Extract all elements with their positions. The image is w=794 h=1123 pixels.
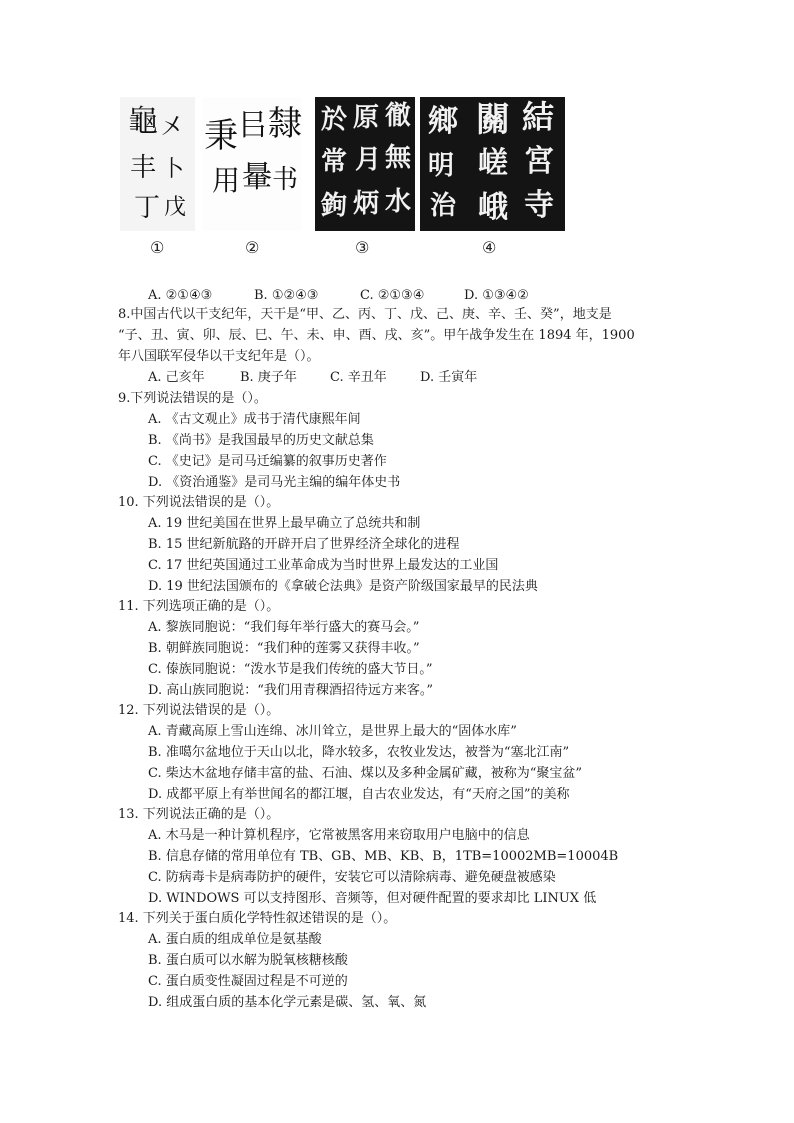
q14-option-c: C. 蛋白质变性凝固过程是不可逆的	[148, 974, 348, 989]
q12-option-c: C. 柴达木盆地存储丰富的盐、石油、煤以及多种金属矿藏，被称为“聚宝盆”	[148, 766, 583, 781]
q7-option-b: B. ①②④③	[254, 288, 319, 303]
figure-caption-4: ④	[482, 238, 497, 257]
q10-option-a: A. 19 世纪美国在世界上最早确立了总统共和制	[148, 516, 421, 531]
calligraphy-sample-3-image: 於 原 徹 常 月 無 鉤 炳 水	[315, 97, 415, 231]
q13-option-d: D. WINDOWS 可以支持图形、音频等，但对硬件配置的要求却比 LINUX 低	[148, 891, 597, 906]
q7-option-d: D. ①③④②	[464, 288, 529, 303]
figure-caption-2: ②	[245, 238, 260, 257]
q10-option-b: B. 15 世纪新航路的开辟开启了世界经济全球化的进程	[148, 537, 460, 552]
q12-option-a: A. 青藏高原上雪山连绵、冰川耸立，是世界上最大的“固体水库”	[148, 724, 517, 739]
q13-option-c: C. 防病毒卡是病毒防护的硬件，安装它可以清除病毒、避免硬盘被感染	[148, 870, 556, 885]
q10-option-d: D. 19 世纪法国颁布的《拿破仑法典》是资产阶级国家最早的民法典	[148, 579, 538, 594]
q11-stem: 11. 下列选项正确的是（）。	[118, 599, 280, 614]
q10-stem: 10. 下列说法错误的是（）。	[118, 495, 280, 510]
q13-option-b: B. 信息存储的常用单位有 TB、GB、MB、KB、B，1TB=10002MB=10004B	[148, 849, 619, 864]
q14-stem: 14. 下列关于蛋白质化学特性叙述错误的是（）。	[118, 911, 397, 926]
q9-option-c: C. 《史记》是司马迁编纂的叙事历史著作	[148, 454, 387, 469]
q12-option-b: B. 准噶尔盆地位于天山以北，降水较多，农牧业发达，被誉为“塞北江南”	[148, 745, 570, 760]
q14-option-a: A. 蛋白质的组成单位是氨基酸	[148, 932, 322, 947]
figure-caption-3: ③	[355, 238, 370, 257]
q8-options	[148, 370, 477, 386]
q12-stem: 12. 下列说法错误的是（）。	[118, 703, 280, 718]
q14-option-d: D. 组成蛋白质的基本化学元素是碳、氢、氧、氮	[148, 995, 427, 1010]
figure-caption-1: ①	[150, 238, 165, 257]
q13-stem: 13. 下列说法正确的是（）。	[118, 807, 280, 822]
q9-option-b: B. 《尚书》是我国最早的历史文献总集	[148, 433, 374, 448]
q9-option-a: A. 《古文观止》成书于清代康熙年间	[148, 412, 361, 427]
q8-stem-line-1: 8.中国古代以干支纪年，天干是“甲、乙、丙、丁、戊、己、庚、辛、壬、癸”，地支是	[118, 307, 612, 322]
q8-option-b: B. 庚子年	[240, 370, 297, 385]
q13-option-a: A. 木马是一种计算机程序，它常被黑客用来窃取用户电脑中的信息	[148, 828, 530, 843]
q7-option-a: A. ②①④③	[148, 288, 213, 303]
q9-stem: 9.下列说法错误的是（）。	[118, 391, 267, 406]
q8-option-c: C. 辛丑年	[330, 370, 387, 385]
calligraphy-sample-2-image: 秉 㠯 隸 用 䡞 书	[202, 97, 302, 231]
q8-option-a: A. 己亥年	[148, 370, 205, 385]
q7-options	[148, 288, 529, 304]
q11-option-d: D. 高山族同胞说：“我们用青稞酒招待远方来客。”	[148, 683, 434, 698]
q11-option-a: A. 黎族同胞说：“我们每年举行盛大的赛马会。”	[148, 620, 420, 635]
q12-option-d: D. 成都平原上有举世闻名的都江堰，自古农业发达，有“天府之国”的美称	[148, 787, 570, 802]
q7-option-c: C. ②①③④	[360, 288, 425, 303]
calligraphy-sample-4-image: 鄉 關 結 明 嵯 宮 治 峨 寺	[420, 97, 565, 231]
q10-option-c: C. 17 世纪英国通过工业革命成为当时世界上最发达的工业国	[148, 558, 499, 573]
q8-option-d: D. 壬寅年	[420, 370, 478, 385]
q9-option-d: D. 《资治通鉴》是司马光主编的编年体史书	[148, 475, 401, 490]
q11-option-b: B. 朝鲜族同胞说：“我们种的莲雾又获得丰收。”	[148, 641, 420, 656]
calligraphy-figure	[120, 97, 565, 262]
q14-option-b: B. 蛋白质可以水解为脱氧核糖核酸	[148, 953, 348, 968]
q11-option-c: C. 傣族同胞说：“泼水节是我们传统的盛大节日。”	[148, 662, 433, 677]
calligraphy-sample-1-image: 龜 㐅 丰 卜 丁 戊	[120, 97, 195, 231]
q8-stem-line-2: “子、丑、寅、卯、辰、巳、午、未、申、酉、戌、亥”。甲午战争发生在 1894 年，1900	[118, 328, 635, 343]
q8-stem-line-3: 年八国联军侵华以干支纪年是（）。	[118, 349, 320, 364]
